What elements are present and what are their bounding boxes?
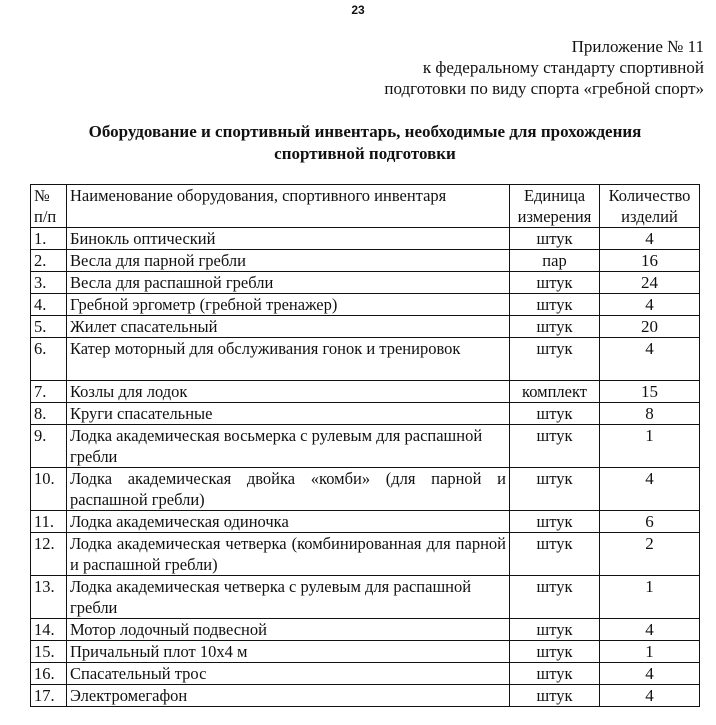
document-title-line-2: спортивной подготовки xyxy=(274,144,456,163)
row-name: Электромегафон xyxy=(67,685,510,707)
row-number: 4. xyxy=(31,294,67,316)
row-quantity: 4 xyxy=(600,619,700,641)
row-quantity: 4 xyxy=(600,663,700,685)
row-name: Лодка академическая восьмерка с рулевым для распашной гребли xyxy=(67,425,510,468)
row-quantity: 2 xyxy=(600,533,700,576)
row-unit: штук xyxy=(510,511,600,533)
row-name: Лодка академическая двойка «комби» (для парной и распашной гребли) xyxy=(67,468,510,511)
row-name: Весла для парной гребли xyxy=(67,250,510,272)
table-row xyxy=(31,685,700,707)
row-unit: пар xyxy=(510,250,600,272)
row-number: 17. xyxy=(31,685,67,707)
header-number xyxy=(31,185,67,228)
row-quantity: 15 xyxy=(600,381,700,403)
row-unit: комплект xyxy=(510,381,600,403)
row-name: Козлы для лодок xyxy=(67,381,510,403)
header-number-line-2: п/п xyxy=(34,207,57,226)
row-unit: штук xyxy=(510,403,600,425)
row-quantity: 4 xyxy=(600,338,700,381)
table-row xyxy=(31,381,700,403)
row-number: 6. xyxy=(31,338,67,381)
row-unit: штук xyxy=(510,425,600,468)
table-row xyxy=(31,576,700,619)
page-number: 23 xyxy=(351,3,365,17)
table-row xyxy=(31,250,700,272)
row-unit: штук xyxy=(510,533,600,576)
row-name: Бинокль оптический xyxy=(67,228,510,250)
row-quantity: 20 xyxy=(600,316,700,338)
row-quantity: 4 xyxy=(600,685,700,707)
table-row xyxy=(31,663,700,685)
row-name: Лодка академическая одиночка xyxy=(67,511,510,533)
row-quantity: 1 xyxy=(600,576,700,619)
row-unit: штук xyxy=(510,294,600,316)
appendix-line-1: Приложение № 11 xyxy=(571,37,704,56)
header-name: Наименование оборудования, спортивного инвентаря xyxy=(67,185,510,228)
row-name: Круги спасательные xyxy=(67,403,510,425)
table-row xyxy=(31,511,700,533)
row-unit: штук xyxy=(510,663,600,685)
row-name: Спасательный трос xyxy=(67,663,510,685)
row-quantity: 16 xyxy=(600,250,700,272)
table-row xyxy=(31,294,700,316)
header-quantity-line-1: Количество xyxy=(608,186,691,205)
table-row xyxy=(31,533,700,576)
document-title-line-1: Оборудование и спортивный инвентарь, необходимые для прохождения xyxy=(88,122,642,141)
appendix-header xyxy=(384,36,704,99)
table-row xyxy=(31,272,700,294)
row-quantity: 4 xyxy=(600,468,700,511)
header-unit-line-2: измерения xyxy=(517,207,592,226)
row-quantity: 1 xyxy=(600,641,700,663)
table-row xyxy=(31,641,700,663)
table-row xyxy=(31,338,700,381)
appendix-line-3: подготовки по виду спорта «гребной спорт» xyxy=(384,79,704,98)
row-quantity: 8 xyxy=(600,403,700,425)
row-number: 5. xyxy=(31,316,67,338)
row-number: 9. xyxy=(31,425,67,468)
row-number: 1. xyxy=(31,228,67,250)
row-number: 3. xyxy=(31,272,67,294)
row-unit: штук xyxy=(510,272,600,294)
row-number: 8. xyxy=(31,403,67,425)
row-quantity: 4 xyxy=(600,294,700,316)
table-row xyxy=(31,228,700,250)
table-row xyxy=(31,619,700,641)
row-number: 13. xyxy=(31,576,67,619)
row-unit: штук xyxy=(510,468,600,511)
header-number-line-1: № xyxy=(34,186,50,205)
table-row xyxy=(31,425,700,468)
row-unit: штук xyxy=(510,685,600,707)
header-unit xyxy=(510,185,600,228)
header-quantity-line-2: изделий xyxy=(621,207,678,226)
row-unit: штук xyxy=(510,338,600,381)
row-name: Весла для распашной гребли xyxy=(67,272,510,294)
row-number: 10. xyxy=(31,468,67,511)
row-unit: штук xyxy=(510,576,600,619)
row-number: 14. xyxy=(31,619,67,641)
table-row xyxy=(31,316,700,338)
table-row xyxy=(31,403,700,425)
row-quantity: 6 xyxy=(600,511,700,533)
table-header-row xyxy=(31,185,700,228)
row-number: 2. xyxy=(31,250,67,272)
row-name: Лодка академическая четверка (комбинированная для парной и распашной гребли) xyxy=(67,533,510,576)
row-name: Жилет спасательный xyxy=(67,316,510,338)
row-quantity: 1 xyxy=(600,425,700,468)
row-quantity: 4 xyxy=(600,228,700,250)
row-unit: штук xyxy=(510,228,600,250)
header-quantity xyxy=(600,185,700,228)
row-quantity: 24 xyxy=(600,272,700,294)
header-unit-line-1: Единица xyxy=(523,186,586,205)
appendix-line-2: к федеральному стандарту спортивной xyxy=(422,58,704,77)
row-number: 11. xyxy=(31,511,67,533)
row-unit: штук xyxy=(510,641,600,663)
row-number: 7. xyxy=(31,381,67,403)
row-name: Катер моторный для обслуживания гонок и тренировок xyxy=(67,338,510,381)
document-title xyxy=(0,121,716,165)
table-row xyxy=(31,468,700,511)
row-name: Гребной эргометр (гребной тренажер) xyxy=(67,294,510,316)
row-number: 12. xyxy=(31,533,67,576)
row-number: 15. xyxy=(31,641,67,663)
row-unit: штук xyxy=(510,619,600,641)
row-name: Лодка академическая четверка с рулевым для распашной гребли xyxy=(67,576,510,619)
row-unit: штук xyxy=(510,316,600,338)
row-name: Причальный плот 10x4 м xyxy=(67,641,510,663)
row-number: 16. xyxy=(31,663,67,685)
equipment-table xyxy=(30,184,700,707)
row-name: Мотор лодочный подвесной xyxy=(67,619,510,641)
